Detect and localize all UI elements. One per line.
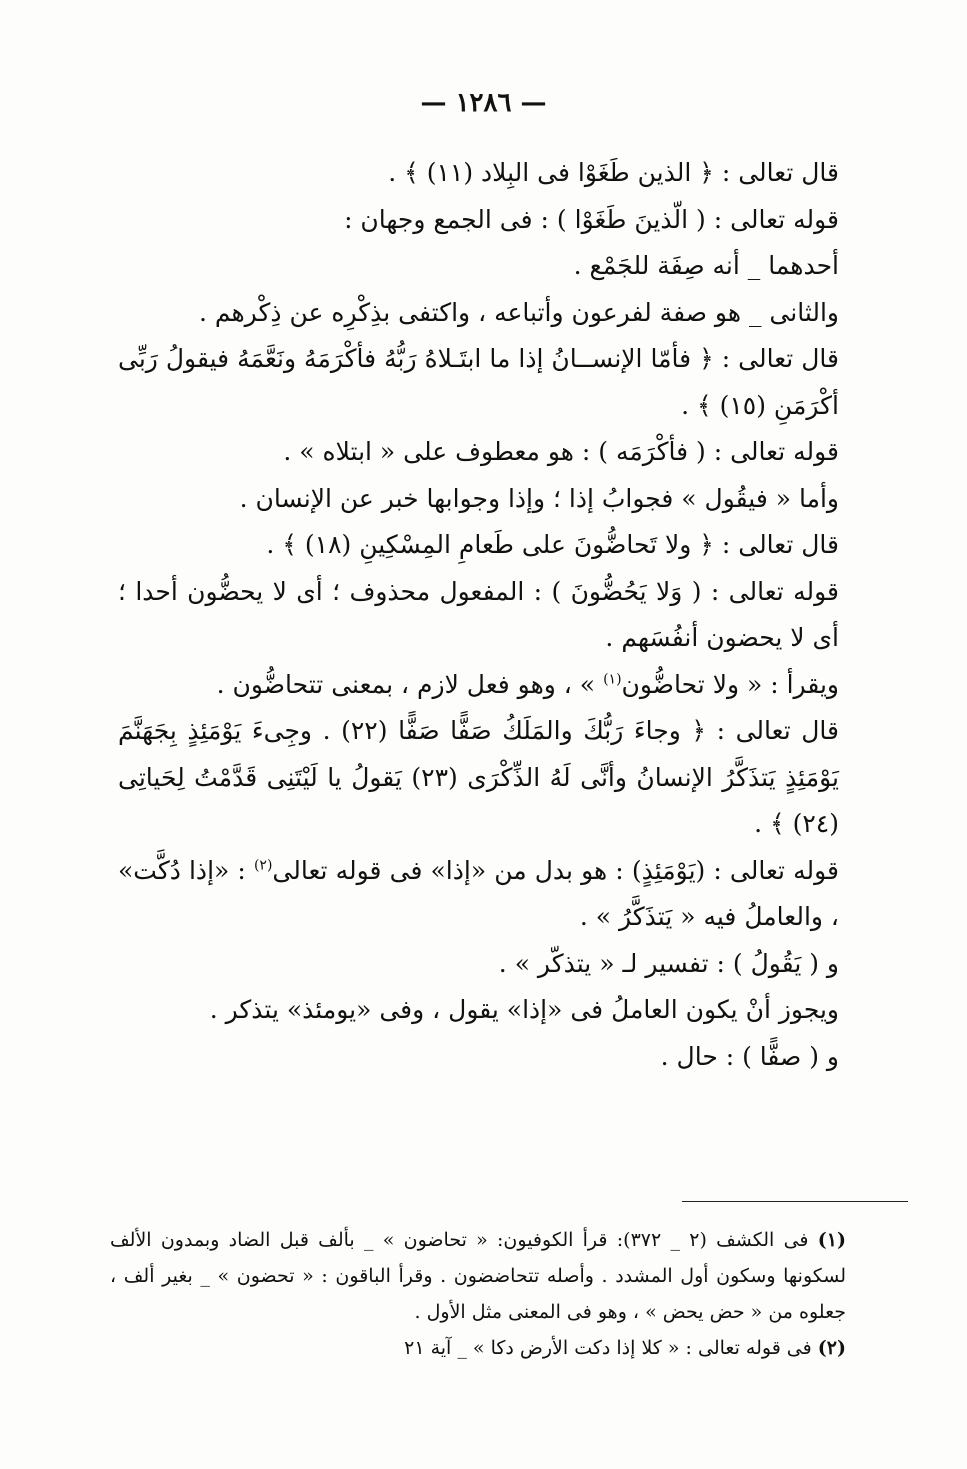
line-text: ويجوز أنْ يكون العاملُ فى «إذا» يقول ، وفى «يومئذ» يتذكر . [209, 995, 839, 1024]
text-line [118, 1034, 863, 1081]
text-line [118, 987, 863, 1034]
line-text: وأما « فيقُول » فجوابُ إذا ؛ وإذا وجوابها خبر عن الإنسان . [239, 483, 839, 513]
line-text: قال تعالى : ﴿ ولا تَحاضُّونَ على طَعامِ المِسْكِينِ (١٨) ﴾ . [266, 530, 839, 559]
line-text: قال تعالى : ﴿ الذين طَغَوْا فى البِلاد (١١) ﴾ . [388, 158, 839, 187]
text-line [118, 662, 863, 709]
footnote-separator [682, 1201, 908, 1202]
line-text: قوله تعالى : (يَوْمَئِذٍ) : هو بدل من «إذا» فى قوله تعالى [272, 855, 839, 885]
text-line [118, 197, 863, 244]
text-line [118, 941, 863, 988]
line-text: و ( صفًّا ) : حال . [660, 1041, 839, 1071]
text-line [118, 708, 863, 848]
text-line [118, 429, 863, 476]
footnote-ref: (١) [603, 671, 622, 688]
footnote-text: فى الكشف (٢ _ ٣٧٢): قرأ الكوفيون: « تحاضون » _ بألف قبل الضاد وبمدون الألف لسكونها وسكون أول المشدد . وأصله تتحاضضون . وقرأ الباقون : « تحضون » _ بغير ألف ، جعلوه من « حض يحض » ، وهو فى المعنى مثل الأول . [110, 1229, 846, 1323]
footnotes [110, 1222, 870, 1366]
footnote-marker: (٢) [817, 1337, 846, 1359]
body-text [118, 150, 863, 1080]
line-text: قوله تعالى : ( فأكْرَمَه ) : هو معطوف على « ابتلاه » . [283, 437, 839, 466]
text-line [118, 569, 863, 662]
line-text: قوله تعالى : ( الّذينَ طَغَوْا ) : فى الجمع وجهان : [344, 204, 839, 234]
line-text: قال تعالى : ﴿ وجاءَ رَبُّكَ والمَلَكُ صَفًّا صَفًّا (٢٢) . وجِىءَ يَوْمَئِذٍ بِجَهَنَّمَ يَوْمَئِذٍ يَتذَكَّرُ الإنسانُ وأنَّى لَهُ الذِّكْرَى (٢٣) يَقولُ يا لَيْتَنِى قَدَّمْتُ لِحَياتِى (٢٤) ﴾ . [118, 716, 839, 838]
line-text-continued: : «إذا دُكَّت» ، والعاملُ فيه « يَتذَكَّرُ » . [118, 855, 839, 931]
line-text: ويقرأ : « ولا تحاضُّون [621, 669, 839, 699]
line-text: والثانى _ هو صفة لفرعون وأتباعه ، واكتفى بذِكْرِه عن ذِكْرهم . [198, 297, 839, 327]
footnote-text: فى قوله تعالى : « كلا إذا دكت الأرض دكا » _ آية ٢١ [404, 1337, 818, 1359]
line-text: قال تعالى : ﴿ فأمّا الإنســانُ إذا ما ابتَـلاهُ رَبُّهُ فأكْرَمَهُ ونَعَّمَهُ فيقولُ رَبِّى أكْرَمَنِ (١٥) ﴾ . [118, 344, 839, 420]
text-line [118, 848, 863, 941]
line-text: و ( يَقُولُ ) : تفسير لـ « يتذكّر » . [498, 948, 839, 978]
footnote [110, 1222, 870, 1330]
line-text: أحدهما _ أنه صِفَة للجَمْع . [573, 251, 839, 280]
footnote [110, 1330, 870, 1366]
text-line [118, 150, 863, 197]
line-text: قوله تعالى : ( وَلا يَحُضُّونَ ) : المفعول محذوف ؛ أى لا يحضُّون أحدا ؛ أى لا يحضون أنفُسَهم . [118, 576, 839, 652]
text-line [118, 476, 863, 523]
footnote-marker: (١) [817, 1229, 846, 1251]
text-line [118, 290, 863, 337]
line-text-continued: » ، وهو فعل لازم ، بمعنى تتحاضُّون . [216, 669, 604, 699]
text-line [118, 522, 863, 569]
page-number: — ١٢٨٦ — [420, 88, 547, 118]
footnote-ref: (٢) [253, 857, 273, 874]
text-line [118, 336, 863, 429]
text-line [118, 243, 863, 290]
